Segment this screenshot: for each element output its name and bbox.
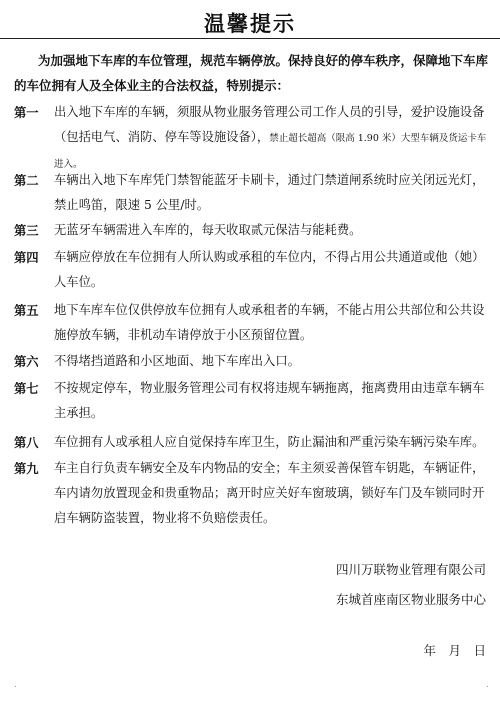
article-text: 不按规定停车，物业服务管理公司有权将违规车辆拖离，拖离费用由违章车辆车主承担。 — [54, 381, 485, 420]
article-number: 第八 — [14, 435, 39, 450]
article-text-small: 禁止超长超高（限高 1.90 米）大型车辆及货运卡车进入。 — [54, 133, 487, 170]
article-text — [54, 100, 488, 177]
article-number: 第六 — [14, 354, 39, 369]
article-6 — [14, 349, 488, 374]
article-text-main: 出入地下车库的车辆，须服从物业服务管理公司工作人员的引导，爱护设施设备（包括电气、消防、停车等设施设备）， — [54, 105, 485, 144]
article-text: 不得堵挡道路和小区地面、地下车库出入口。 — [54, 354, 300, 368]
article-number: 第五 — [14, 303, 39, 318]
article-2 — [14, 168, 488, 218]
article-1 — [14, 100, 488, 177]
article-text: 地下车库车位仅供停放车位拥有人或承租者的车辆，不能占用公共部位和公共设施停放车辆，非机动车请停放于小区预留位置。 — [54, 303, 485, 342]
scan-mark: . — [486, 680, 489, 690]
signature-date: 年 月 日 — [423, 643, 486, 658]
article-text: 车主自行负责车辆安全及车内物品的安全；车主须妥善保管车钥匙，车辆证件，车内请勿放置现金和贵重物品；离开时应关好车窗玻璃，锁好车门及车锁同时开启车辆防盗装置，物业将不负赔偿责任。 — [54, 461, 485, 525]
signature-company: 四川万联物业管理有限公司 — [335, 562, 486, 577]
page-title: 温馨提示 — [204, 11, 296, 36]
scan-mark: . — [14, 680, 17, 690]
article-7 — [14, 376, 488, 426]
article-3 — [14, 218, 488, 243]
article-number: 第七 — [14, 381, 39, 396]
intro-paragraph: 为加强地下车库的车位管理，规范车辆停放。保持良好的停车秩序，保障地下车库的车位拥有人及全体业主的合法权益，特别提示： — [14, 53, 489, 93]
article-number: 第一 — [14, 105, 39, 120]
article-text: 无蓝牙车辆需进入车库的，每天收取贰元保洁与能耗费。 — [54, 223, 362, 237]
title-divider — [0, 38, 500, 39]
article-4 — [14, 245, 488, 295]
article-number: 第九 — [14, 461, 39, 476]
article-number: 第二 — [14, 173, 39, 188]
article-text: 车辆出入地下车库凭门禁智能蓝牙卡刷卡，通过门禁道闸系统时应关闭远光灯，禁止鸣笛，限速 5 公里/时。 — [54, 173, 485, 212]
article-5 — [14, 298, 488, 348]
signature-service-center: 东城首座南区物业服务中心 — [335, 592, 486, 607]
article-number: 第四 — [14, 250, 39, 265]
article-text: 车辆应停放在车位拥有人所认购或承租的车位内，不得占用公共通道或他（她）人车位。 — [54, 250, 485, 289]
article-8 — [14, 430, 488, 455]
article-text: 车位拥有人或承租人应自觉保持车库卫生，防止漏油和严重污染车辆污染车库。 — [54, 435, 485, 449]
article-9 — [14, 456, 488, 531]
article-number: 第三 — [14, 223, 39, 238]
